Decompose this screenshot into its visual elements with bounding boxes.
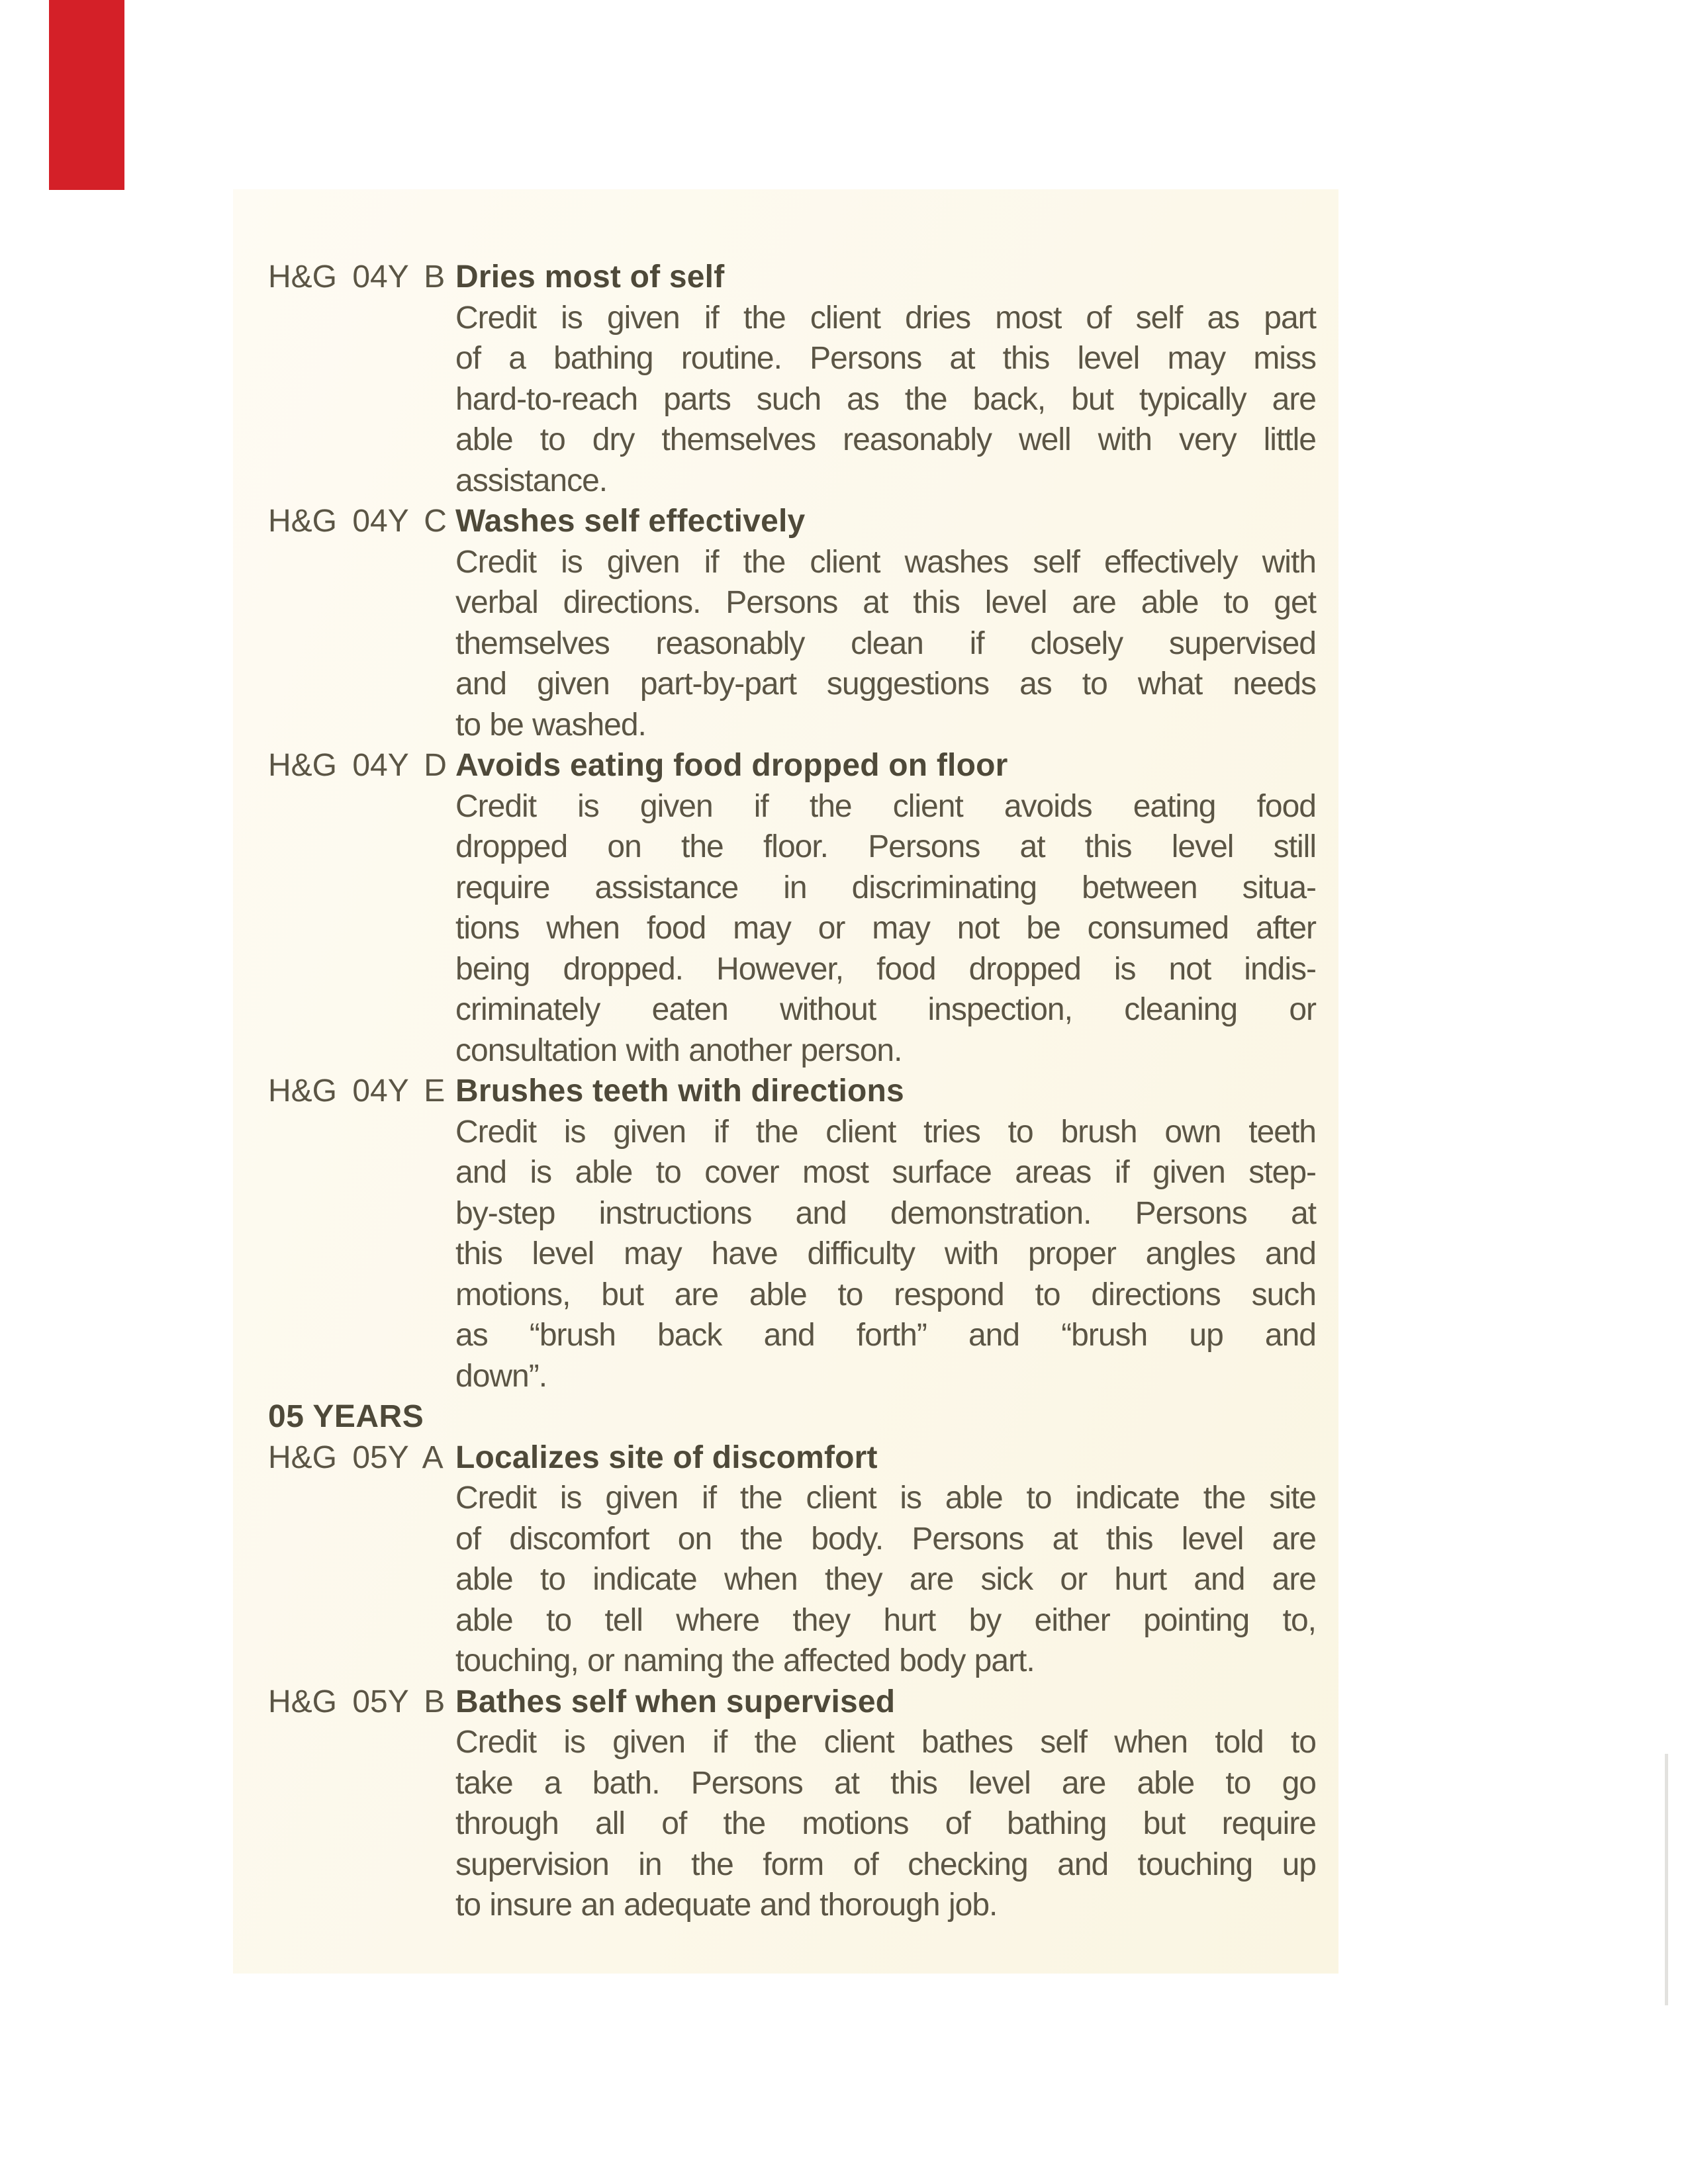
body-line: assistance. [455, 463, 608, 498]
entry-code: H&G 04Y E [268, 1073, 445, 1109]
body-line: through all of the motions of bathing but require [455, 1806, 1316, 1841]
entry-title: Localizes site of discomfort [455, 1439, 878, 1475]
body-line: Credit is given if the client is able to indicate the site [455, 1480, 1316, 1516]
body-line: able to dry themselves reasonably well with very little [455, 422, 1316, 457]
entry-title: Dries most of self [455, 259, 725, 295]
body-line: verbal directions. Persons at this level are able to get [455, 585, 1316, 620]
entry-04y-e [268, 1071, 1316, 1396]
body-line: Credit is given if the client tries to brush own teeth [455, 1114, 1316, 1150]
document-page [233, 189, 1338, 1974]
body-line: by-step instructions and demonstration. Persons at [455, 1195, 1316, 1231]
entry-04y-d [268, 745, 1316, 1071]
body-line: hard-to-reach parts such as the back, but typically are [455, 381, 1316, 417]
entry-code: H&G 04Y B [268, 259, 445, 295]
body-line: being dropped. However, food dropped is not indis- [455, 951, 1316, 987]
entry-code: H&G 05Y A [268, 1439, 444, 1475]
body-line: dropped on the floor. Persons at this level still [455, 829, 1316, 864]
red-bookmark-mark [49, 0, 124, 190]
body-line: Credit is given if the client bathes self when told to [455, 1725, 1316, 1760]
body-line: of discomfort on the body. Persons at this level are [455, 1521, 1316, 1557]
entry-body [455, 501, 1316, 745]
body-line: consultation with another person. [455, 1032, 902, 1068]
body-line: touching, or naming the affected body part. [455, 1643, 1035, 1678]
page-content [268, 257, 1316, 1926]
entry-body [455, 1682, 1316, 1926]
body-line: Credit is given if the client dries most of self as part [455, 300, 1316, 336]
entry-body [455, 1437, 1316, 1682]
body-line: Credit is given if the client washes self effectively with [455, 544, 1316, 580]
year-heading: 05 YEARS [268, 1399, 424, 1434]
entry-title: Avoids eating food dropped on floor [455, 748, 1008, 783]
body-line: of a bathing routine. Persons at this level may miss [455, 341, 1316, 376]
entry-title: Bathes self when supervised [455, 1684, 896, 1719]
entry-05y-a [268, 1437, 1316, 1682]
body-line: and is able to cover most surface areas if given step- [455, 1155, 1316, 1190]
body-line: motions, but are able to respond to directions such [455, 1277, 1316, 1312]
body-line: supervision in the form of checking and touching up [455, 1846, 1316, 1882]
entry-body [455, 1071, 1316, 1396]
body-line: this level may have difficulty with proper angles and [455, 1236, 1316, 1271]
year-section-row [268, 1396, 1316, 1437]
body-line: tions when food may or may not be consumed after [455, 911, 1316, 946]
body-line: and given part-by-part suggestions as to what needs [455, 666, 1316, 702]
entry-title: Washes self effectively [455, 504, 806, 539]
body-line: themselves reasonably clean if closely supervised [455, 625, 1316, 661]
body-line: take a bath. Persons at this level are able to go [455, 1765, 1316, 1801]
body-line: criminately eaten without inspection, cleaning or [455, 992, 1316, 1027]
body-line: as “brush back and forth” and “brush up and [455, 1318, 1316, 1353]
entry-body [455, 257, 1316, 501]
entry-04y-b [268, 257, 1316, 501]
entry-body [455, 745, 1316, 1071]
body-line: require assistance in discriminating between situa- [455, 870, 1316, 905]
body-line: able to indicate when they are sick or hurt and are [455, 1562, 1316, 1597]
body-line: to insure an adequate and thorough job. [455, 1888, 998, 1923]
body-line: able to tell where they hurt by either pointing to, [455, 1602, 1316, 1638]
entry-04y-c [268, 501, 1316, 745]
body-line: Credit is given if the client avoids eating food [455, 788, 1316, 824]
entry-title: Brushes teeth with directions [455, 1073, 904, 1109]
body-line: to be washed. [455, 707, 646, 743]
entry-code: H&G 05Y B [268, 1684, 445, 1719]
body-line: down”. [455, 1358, 547, 1394]
entry-code: H&G 04Y D [268, 748, 447, 783]
entry-code: H&G 04Y C [268, 504, 447, 539]
entry-05y-b [268, 1682, 1316, 1926]
scan-artifact-line [1665, 1754, 1668, 2005]
